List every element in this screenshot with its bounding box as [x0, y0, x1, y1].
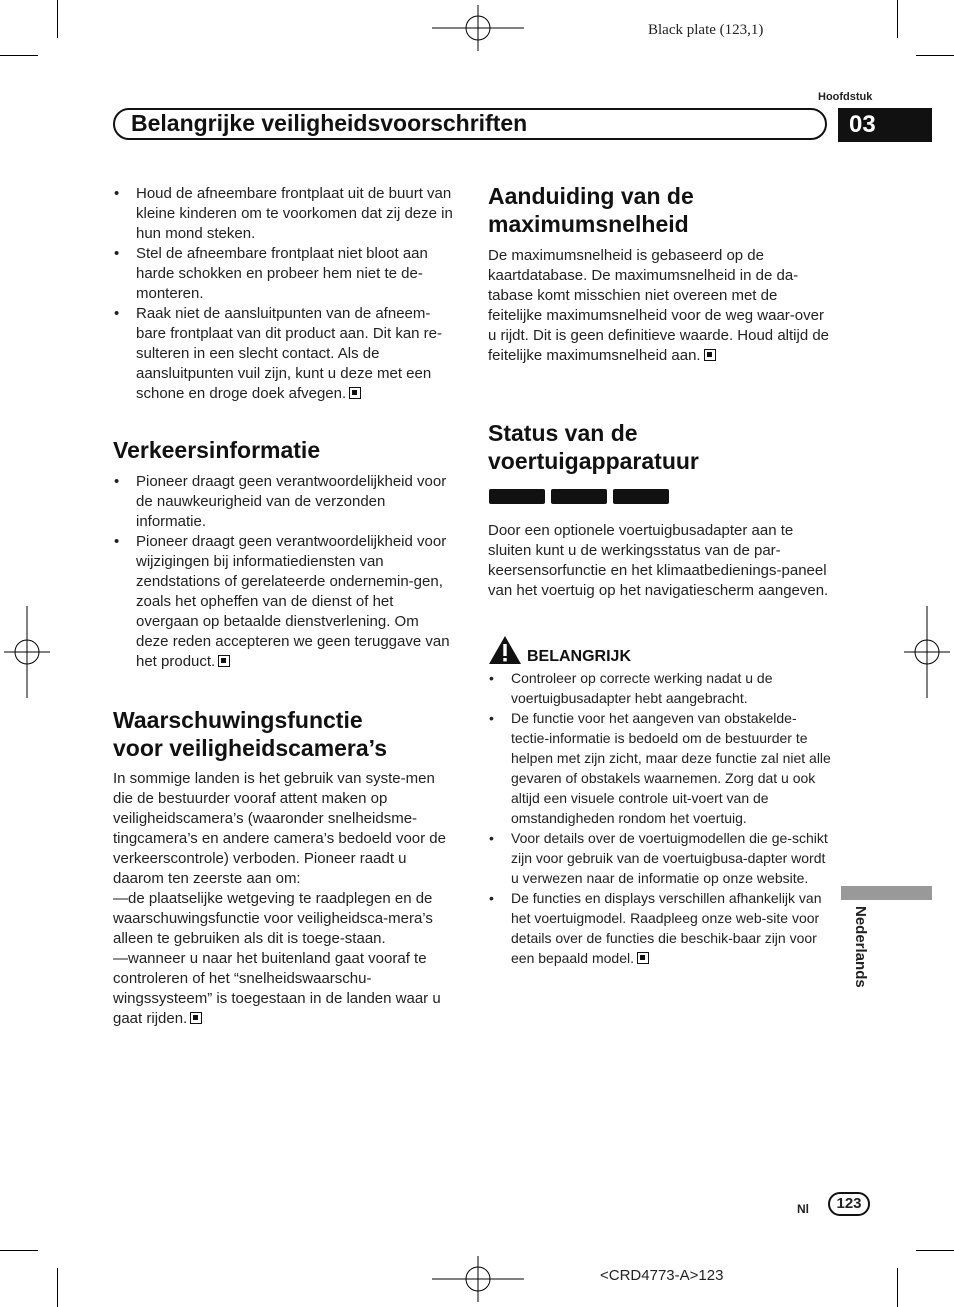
list-item: • Houd de afneembare frontplaat uit de buurt van kleine kinderen om te voorkomen dat zij deze in hun mond steken.	[113, 184, 455, 244]
registration-mark-top	[432, 5, 524, 51]
registration-mark-bottom	[432, 1256, 524, 1302]
model-badge	[551, 489, 607, 504]
list-item: • Controleer op correcte werking nadat u de voertuigbusadapter hebt aangebracht.	[488, 668, 833, 708]
section-title-voertuigapparatuur: Status van de voertuigapparatuur	[488, 420, 699, 474]
list-item: • Stel de afneembare frontplaat niet bloot aan harde schokken en probeer hem niet te de-monteren.	[113, 244, 455, 304]
paragraph: De maximumsnelheid is gebaseerd op de kaartdatabase. De maximumsnelheid in de da-tabase komt misschien niet overeen met de feitelijke maximumsnelheid voor de weg waar-over u rijdt. Dit is geen definitieve waarde. Houd altijd de feitelijke maximumsnelheid aan.	[488, 247, 830, 364]
list-item: • Raak niet de aansluitpunten van de afneem-bare frontplaat van dit product aan. Dit kan re-sulteren in een slecht contact. Als de aansluitpunten vuil zijn, kunt u deze met een schone en droge doek afvegen.	[113, 304, 455, 404]
crop-mark	[0, 55, 38, 56]
crop-mark	[916, 55, 954, 56]
important-list	[488, 668, 833, 968]
page-number: 123	[828, 1192, 870, 1216]
registration-mark-right	[904, 606, 950, 698]
section-title-verkeersinformatie: Verkeersinformatie	[113, 437, 321, 463]
chapter-number: 03	[838, 108, 932, 142]
list-item: • Pioneer draagt geen verantwoordelijkheid voor wijzigingen bij informatiediensten van zendstations of gerelateerde ondernemin-gen, zoals het opheffen van de dienst of het overgaan op betaalde dienstverlening. Om deze reden accepteren we geen teruggave van het product.	[113, 532, 455, 672]
list-item: • De functies en displays verschillen afhankelijk van het voertuigmodel. Raadpleeg onze web-site voor details over de functies die beschik-baar zijn voor een bepaald model.	[488, 888, 833, 968]
end-mark-icon	[218, 655, 230, 667]
crop-mark	[57, 0, 58, 38]
bullet-list	[113, 472, 455, 672]
warning-icon	[488, 635, 522, 665]
crop-mark	[916, 1250, 954, 1251]
crop-mark	[897, 0, 898, 38]
important-label: BELANGRIJK	[527, 648, 632, 665]
paragraph: —wanneer u naar het buitenland gaat vooraf te controleren of het “snelheidswaarschu-wingssysteem” is toegestaan in de landen waar u gaat rijden.	[113, 950, 441, 1027]
chapter-label: Hoofdstuk	[818, 91, 873, 103]
section-voertuigapparatuur	[488, 521, 833, 601]
crop-mark	[57, 1268, 58, 1307]
bullet-list-top	[113, 184, 455, 404]
paragraph: Door een optionele voertuigbusadapter aan te sluiten kunt u de werkingsstatus van de par-keersensorfunctie en het klimaatbedienings-paneel van het voertuig op het navigatiescherm aangeven.	[488, 522, 829, 599]
end-mark-icon	[349, 387, 361, 399]
section-maximumsnelheid	[488, 246, 833, 366]
model-badge	[613, 489, 669, 504]
plate-label: Black plate (123,1)	[648, 22, 764, 38]
column-left	[113, 184, 455, 404]
registration-mark-left	[4, 606, 50, 698]
list-item: • De functie voor het aangeven van obstakelde-tectie-informatie is bedoeld om de bestuurder te helpen met zijn zicht, maar deze functie zal niet alle gevaren of obstakels waarnemen. Zorg dat u ook altijd een visuele controle uit-voert van de omstandigheden rondom het voertuig.	[488, 708, 833, 828]
paragraph: —de plaatselijke wetgeving te raadplegen en de waarschuwingsfunctie voor veiligheidsca-mera’s alleen te gebruiken als dit is toege-staan.	[113, 890, 433, 947]
paragraph: In sommige landen is het gebruik van syste-men die de bestuurder vooraf attent maken op veiligheidscamera’s (waaronder snelheidsme-tingcamera’s en andere camera’s bedoeld voor de verkeerscontrole) verboden. Pioneer raadt u daarom ten zeerste aan om:	[113, 770, 446, 887]
section-title-maximumsnelheid: Aanduiding van de maximumsnelheid	[488, 183, 694, 237]
language-tab-bar	[841, 886, 932, 900]
list-item: • Pioneer draagt geen verantwoordelijkheid voor de nauwkeurigheid van de verzonden informatie.	[113, 472, 455, 532]
crop-mark	[897, 1268, 898, 1307]
model-badge	[489, 489, 545, 504]
end-mark-icon	[637, 952, 649, 964]
section-verkeersinformatie	[113, 472, 455, 672]
document-code: <CRD4773-A>123	[600, 1267, 724, 1284]
page-title: Belangrijke veiligheidsvoorschriften	[131, 110, 528, 136]
end-mark-icon	[704, 349, 716, 361]
list-item: • Voor details over de voertuigmodellen die ge-schikt zijn voor gebruik van de voertuigbusa-dapter wordt u verwezen naar de informatie op onze website.	[488, 828, 833, 888]
section-waarschuwingsfunctie	[113, 769, 455, 1029]
language-tab-label: Nederlands	[852, 906, 869, 988]
end-mark-icon	[190, 1012, 202, 1024]
section-title-waarschuwingsfunctie: Waarschuwingsfunctie voor veiligheidscamera’s	[113, 707, 388, 761]
footer-language: Nl	[797, 1202, 809, 1216]
crop-mark	[0, 1250, 38, 1251]
